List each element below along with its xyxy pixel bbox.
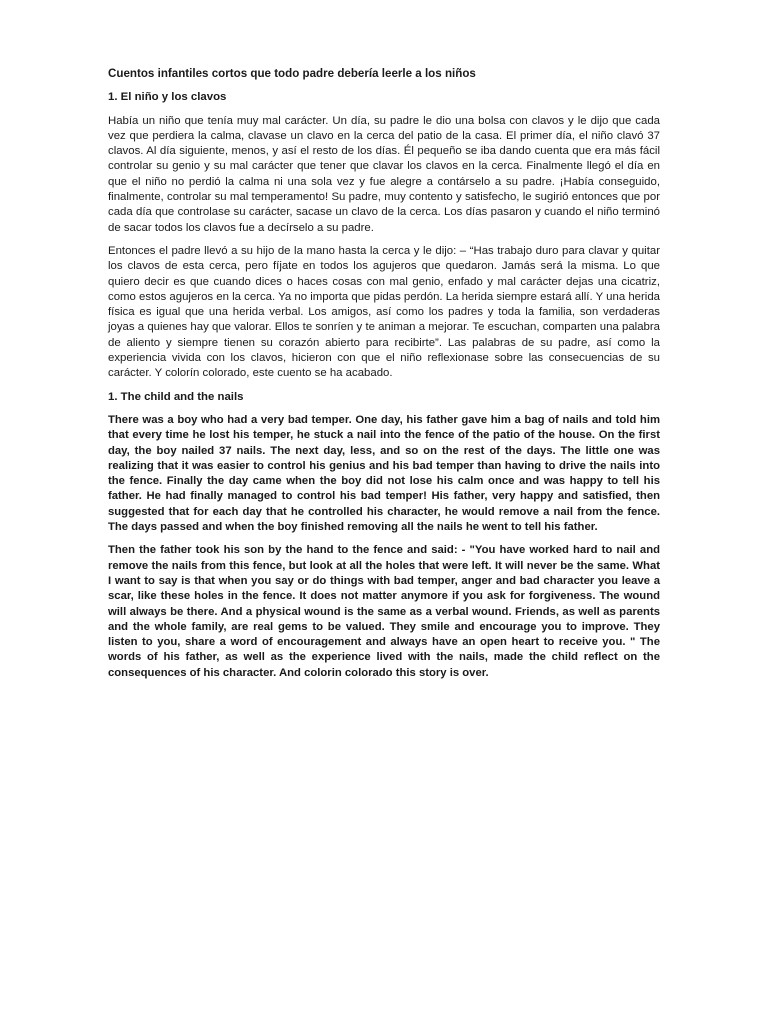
document-title: Cuentos infantiles cortos que todo padre debería leerle a los niños	[108, 67, 476, 80]
spanish-paragraph-1: Había un niño que tenía muy mal carácter. Un día, su padre le dio una bolsa con clavos y le dijo que cada vez que perdiera la calma, clavase un clavo en la cerca del patio de la casa. El primer día, el niño clavó 37 clavos. Al día siguiente, menos, y así el resto de los días. Él pequeño se iba dando cuenta que era más fácil controlar su genio y su mal carácter que tener que clavar los clavos en la cerca. Finalmente llegó el día en que el niño no perdió la calma ni una sola vez y fue alegre a contárselo a su padre. ¡Había conseguido, finalmente, controlar su mal temperamento! Su padre, muy contento y satisfecho, le sugirió entonces que por cada día que controlase su carácter, sacase un clavo de la cerca. Los días pasaron y cuando el niño terminó de sacar todos los clavos fue a decírselo a su padre.	[108, 114, 660, 234]
spanish-paragraph-2: Entonces el padre llevó a su hijo de la mano hasta la cerca y le dijo: – “Has trabajo duro para clavar y quitar los clavos de esta cerca, pero fíjate en todos los agujeros que quedaron. Jamás será la misma. Lo que quiero decir es que cuando dices o haces cosas con mal genio, enfado y mal carácter dejas una cicatriz, como estos agujeros en la cerca. Ya no importa que pidas perdón. La herida siempre estará allí. Y una herida física es igual que una herida verbal. Los amigos, así como los padres y toda la familia, son verdaderas joyas a quienes hay que valorar. Ellos te sonríen y te animan a mejorar. Te escuchan, comparten una palabra de aliento y siempre tienen su corazón abierto para recibirte”. Las palabras de su padre, así como la experiencia vivida con los clavos, hicieron con que el niño reflexionase sobre las consecuencias de su carácter. Y colorín colorado, este cuento se ha acabado.	[108, 244, 660, 380]
spanish-section-heading: 1. El niño y los clavos	[108, 91, 227, 104]
english-section-heading: 1. The child and the nails	[108, 390, 244, 403]
english-paragraph-1: There was a boy who had a very bad temper. One day, his father gave him a bag of nails and told him that every time he lost his temper, he stuck a nail into the fence of the patio of the house. On the first day, the boy nailed 37 nails. The next day, less, and so on the rest of the days. The little one was realizing that it was easier to control his genius and his bad temper than having to drive the nails into the fence. Finally the day came when the boy did not lose his calm once and was happy to tell his father. He had finally managed to control his bad temper! His father, very happy and satisfied, then suggested that for each day that he controlled his character, he would remove a nail from the fence. The days passed and when the boy finished removing all the nails he went to tell his father.	[108, 413, 660, 534]
document-page	[108, 66, 660, 689]
english-paragraph-2: Then the father took his son by the hand to the fence and said: - "You have worked hard to nail and remove the nails from this fence, but look at all the holes that were left. It will never be the same. What I want to say is that when you say or do things with bad temper, anger and bad character you leave a scar, like these holes in the fence. It does not matter anymore if you ask for forgiveness. The wound will always be there. And a physical wound is the same as a verbal wound. Friends, as well as parents and the whole family, are real gems to be valued. They smile and encourage you to improve. They listen to you, share a word of encouragement and always have an open heart to receive you. " The words of his father, as well as the experience lived with the nails, made the child reflect on the consequences of his character. And colorin colorado this story is over.	[108, 544, 660, 679]
